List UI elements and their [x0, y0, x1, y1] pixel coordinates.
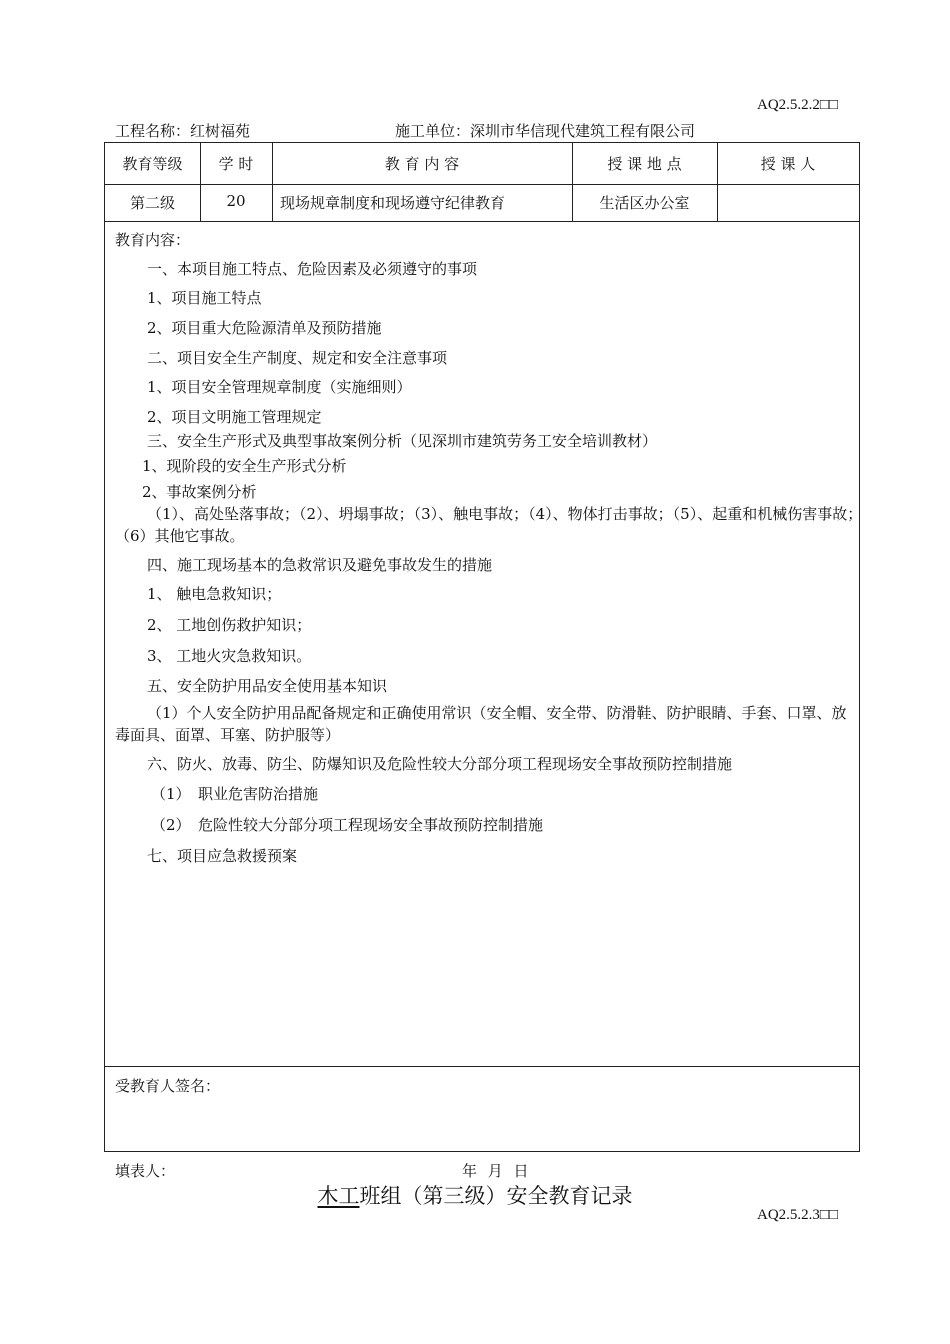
row-divider: [105, 184, 859, 185]
content-line: （1） 职业危害防治措施: [151, 785, 319, 803]
header-education-level: 教育等级: [122, 155, 183, 173]
content-line: 一、本项目施工特点、危险因素及必须遵守的事项: [147, 260, 478, 278]
next-record-team: 木工: [317, 1184, 360, 1208]
content-line: 1、现阶段的安全生产形式分析: [142, 457, 347, 475]
content-line: 七、项目应急救援预案: [147, 847, 298, 865]
next-record-title: [0, 1180, 950, 1210]
cell-location: 生活区办公室: [599, 194, 690, 212]
content-paragraph: （1）个人安全防护用品配备规定和正确使用常识（安全帽、安全带、防滑鞋、防护眼睛、手套、口罩、放毒面具、面罩、耳塞、防护服等）: [115, 704, 847, 744]
content-line: 四、施工现场基本的急救常识及避免事故发生的措施: [147, 556, 493, 574]
content-line: 2、项目重大危险源清单及预防措施: [147, 319, 382, 337]
cell-content: 现场规章制度和现场遵守纪律教育: [280, 194, 506, 212]
cell-education-level: 第二级: [129, 194, 175, 212]
education-record-table: [104, 142, 863, 1152]
content-line: 2、项目文明施工管理规定: [147, 408, 322, 426]
content-line: 2、 工地创伤救护知识；: [147, 616, 312, 634]
contractor: [395, 120, 695, 141]
content-line: 3、 工地火灾急救知识。: [147, 647, 312, 665]
content-line: 二、项目安全生产制度、规定和安全注意事项: [147, 349, 448, 367]
content-line: 六、防火、放毒、防尘、防爆知识及危险性较大分部分项工程现场安全事故预防控制措施: [147, 755, 733, 773]
next-record-title-rest: 班组（第三级）安全教育记录: [359, 1184, 633, 1208]
cell-hours: 20: [226, 192, 246, 210]
contractor-value: 深圳市华信现代建筑工程有限公司: [470, 122, 696, 140]
document-code-top: AQ2.5.2.2□□: [757, 97, 839, 113]
header-content: 教 育 内 容: [384, 155, 460, 173]
content-line: 2、事故案例分析: [142, 483, 257, 501]
filler-label: 填表人：: [115, 1162, 176, 1180]
header-hours: 学 时: [218, 155, 254, 173]
document-code-bottom: AQ2.5.2.3□□: [757, 1207, 839, 1223]
project-name-label: 工程名称：: [115, 122, 191, 140]
row-divider: [105, 1066, 859, 1067]
content-line: 1、项目安全管理规章制度（实施细则）: [147, 378, 412, 396]
content-line: 三、安全生产形式及典型事故案例分析（见深圳市建筑劳务工安全培训教材）: [147, 432, 658, 450]
header-instructor: 授 课 人: [760, 155, 816, 173]
row-divider: [105, 221, 859, 222]
project-name-value: 红树福苑: [190, 122, 251, 140]
content-line: （2） 危险性较大分部分项工程现场安全事故预防控制措施: [151, 816, 544, 834]
content-line: 1、项目施工特点: [147, 289, 262, 307]
content-line: 五、安全防护用品安全使用基本知识: [147, 677, 388, 695]
content-line: 1、 触电急救知识；: [147, 585, 282, 603]
contractor-label: 施工单位：: [395, 122, 471, 140]
signature-label: 受教育人签名：: [115, 1077, 221, 1095]
content-heading: 教育内容：: [115, 231, 191, 249]
content-paragraph: （1）、高处坠落事故；（2）、坍塌事故；（3）、触电事故；（4）、物体打击事故；（5）、起重和机械伤害事故；（6）其他它事故。: [115, 505, 863, 545]
project-name: [115, 120, 250, 141]
header-location: 授 课 地 点: [607, 155, 682, 173]
date-label: 年 月 日: [462, 1162, 529, 1180]
